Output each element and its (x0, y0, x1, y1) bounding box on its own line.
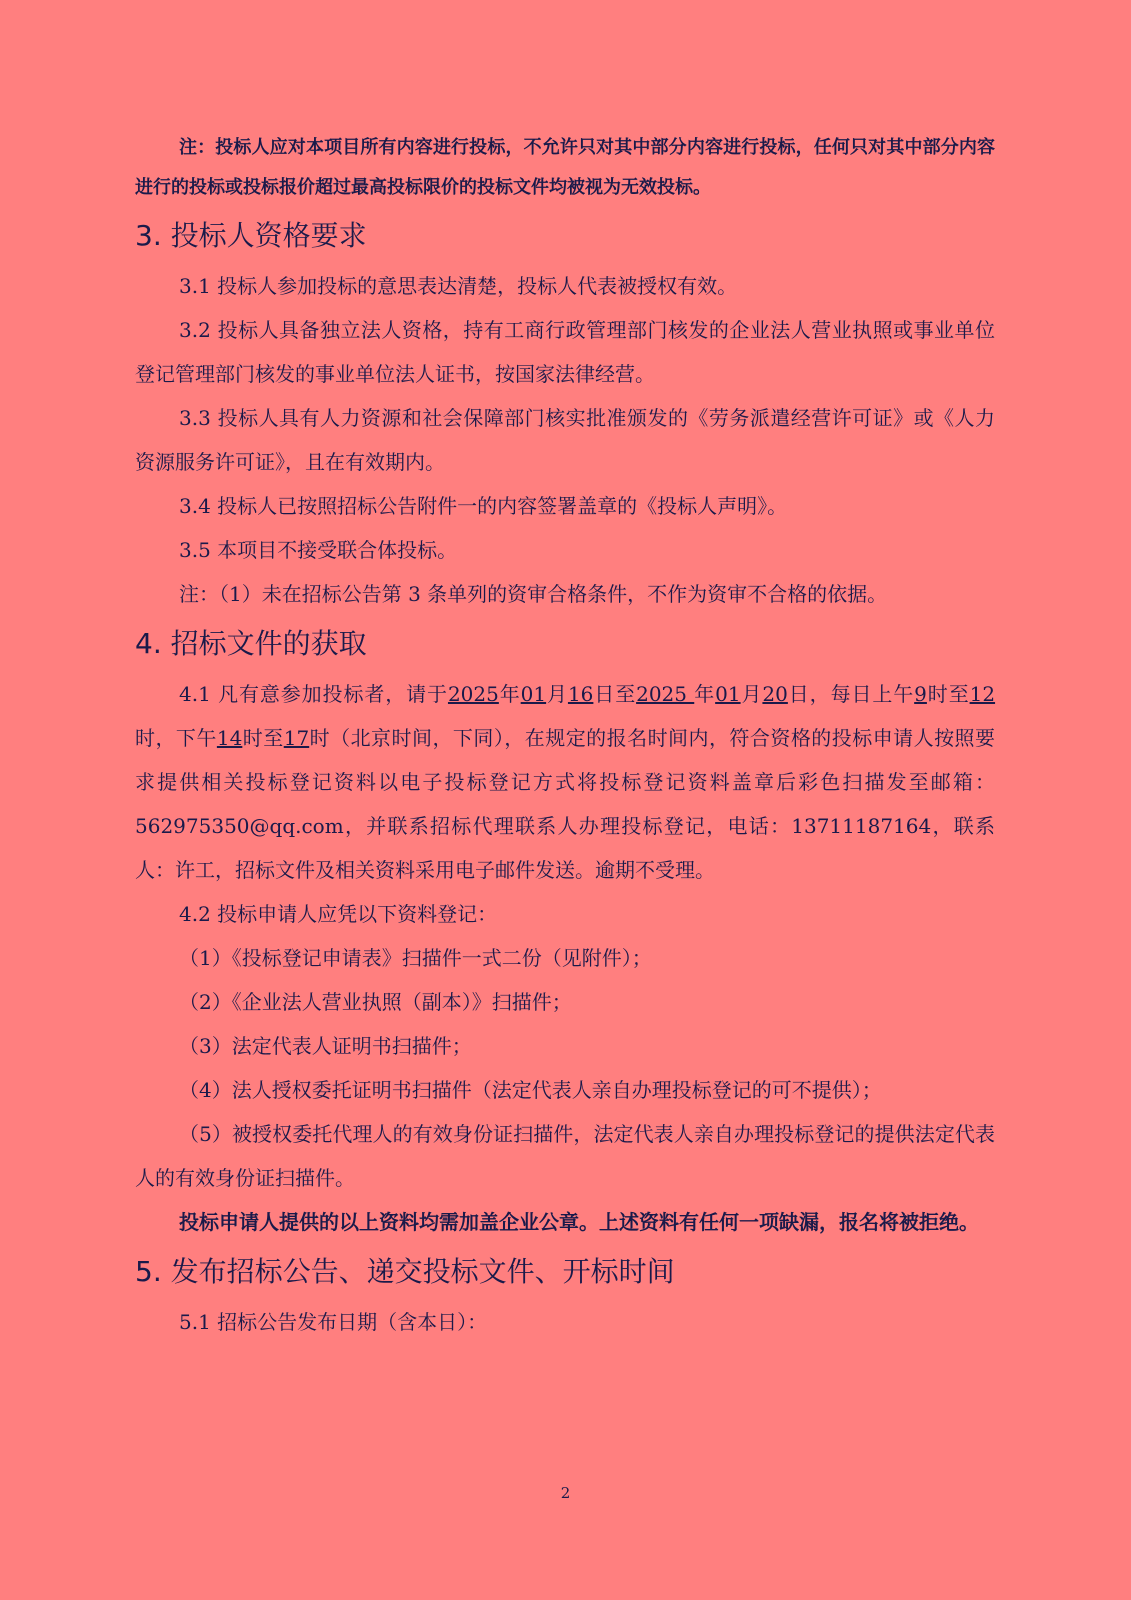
text-pm: 时，下午 (135, 726, 217, 750)
text-month-2: 月 (740, 682, 763, 706)
clause-4-1 (135, 672, 995, 892)
section-3-note: 注：（1）未在招标公告第 3 条单列的资审合格条件，不作为资审不合格的依据。 (179, 582, 888, 606)
section-3-heading: 3. 投标人资格要求 (135, 219, 367, 252)
invalid-bid-note: 注：投标人应对本项目所有内容进行投标，不允许只对其中部分内容进行投标，任何只对其中部分内容进行的投标或投标报价超过最高投标限价的投标文件均被视为无效投标。 (135, 137, 995, 198)
start-day: 16 (567, 682, 594, 706)
end-year: 2025 (636, 682, 695, 706)
clause-4-2: 4.2 投标申请人应凭以下资料登记： (179, 902, 498, 926)
pm-end-hour: 17 (283, 726, 310, 750)
end-month: 01 (715, 682, 741, 706)
clause-3-2: 3.2 投标人具备独立法人资格，持有工商行政管理部门核发的企业法人营业执照或事业单位登记管理部门核发的事业单位法人证书，按国家法律经营。 (135, 318, 995, 386)
section-5-heading: 5. 发布招标公告、递交投标文件、开标时间 (135, 1255, 675, 1288)
required-doc-1: （1）《投标登记申请表》扫描件一式二份（见附件）； (179, 946, 652, 970)
required-doc-2: （2）《企业法人营业执照（副本）》扫描件； (179, 990, 572, 1014)
am-start-hour: 9 (914, 682, 927, 706)
text-year: 年 (498, 682, 521, 706)
am-end-hour: 12 (969, 682, 996, 706)
clause-4-1-rest: 时（北京时间，下同），在规定的报名时间内，符合资格的投标申请人按照要求提供相关投标登记资料以电子投标登记方式将投标登记资料盖章后彩色扫描发至邮箱：562975350@qq.com，并联系招标代理联系人办理投标登记，电话：13711187164，联系人：许工，招标文件及相关资料采用电子邮件发送。逾期不受理。 (135, 726, 996, 882)
required-doc-3: （3）法定代表人证明书扫描件； (179, 1034, 472, 1058)
required-doc-5: （5）被授权委托代理人的有效身份证扫描件，法定代表人亲自办理投标登记的提供法定代表人的有效身份证扫描件。 (135, 1122, 995, 1190)
section-4-heading: 4. 招标文件的获取 (135, 627, 367, 660)
clause-4-1-prefix: 4.1 凡有意参加投标者，请于 (179, 682, 448, 706)
end-day: 20 (762, 682, 788, 706)
required-doc-4: （4）法人授权委托证明书扫描件（法定代表人亲自办理投标登记的可不提供）； (179, 1078, 882, 1102)
page-number: 2 (560, 1484, 571, 1502)
text-year-2: 年 (694, 682, 716, 706)
clause-3-5: 3.5 本项目不接受联合体投标。 (179, 538, 458, 562)
seal-requirement-note: 投标申请人提供的以上资料均需加盖企业公章。上述资料有任何一项缺漏，报名将被拒绝。 (179, 1210, 979, 1234)
clause-3-3: 3.3 投标人具有人力资源和社会保障部门核实批准颁发的《劳务派遣经营许可证》或《人力资源服务许可证》，且在有效期内。 (135, 406, 995, 474)
pm-start-hour: 14 (216, 726, 243, 750)
clause-5-1: 5.1 招标公告发布日期（含本日）： (179, 1310, 488, 1334)
clause-3-4: 3.4 投标人已按照招标公告附件一的内容签署盖章的《投标人声明》。 (179, 494, 788, 518)
clause-3-1: 3.1 投标人参加投标的意思表达清楚，投标人代表被授权有效。 (179, 274, 738, 298)
text-to-2: 时至 (242, 726, 284, 750)
text-to: 时至 (926, 682, 970, 706)
start-year: 2025 (447, 682, 499, 706)
start-month: 01 (520, 682, 547, 706)
text-day-to: 日至 (593, 682, 637, 706)
text-month: 月 (546, 682, 568, 706)
text-daily: 日，每日上午 (787, 682, 915, 706)
document-body (135, 128, 995, 1344)
